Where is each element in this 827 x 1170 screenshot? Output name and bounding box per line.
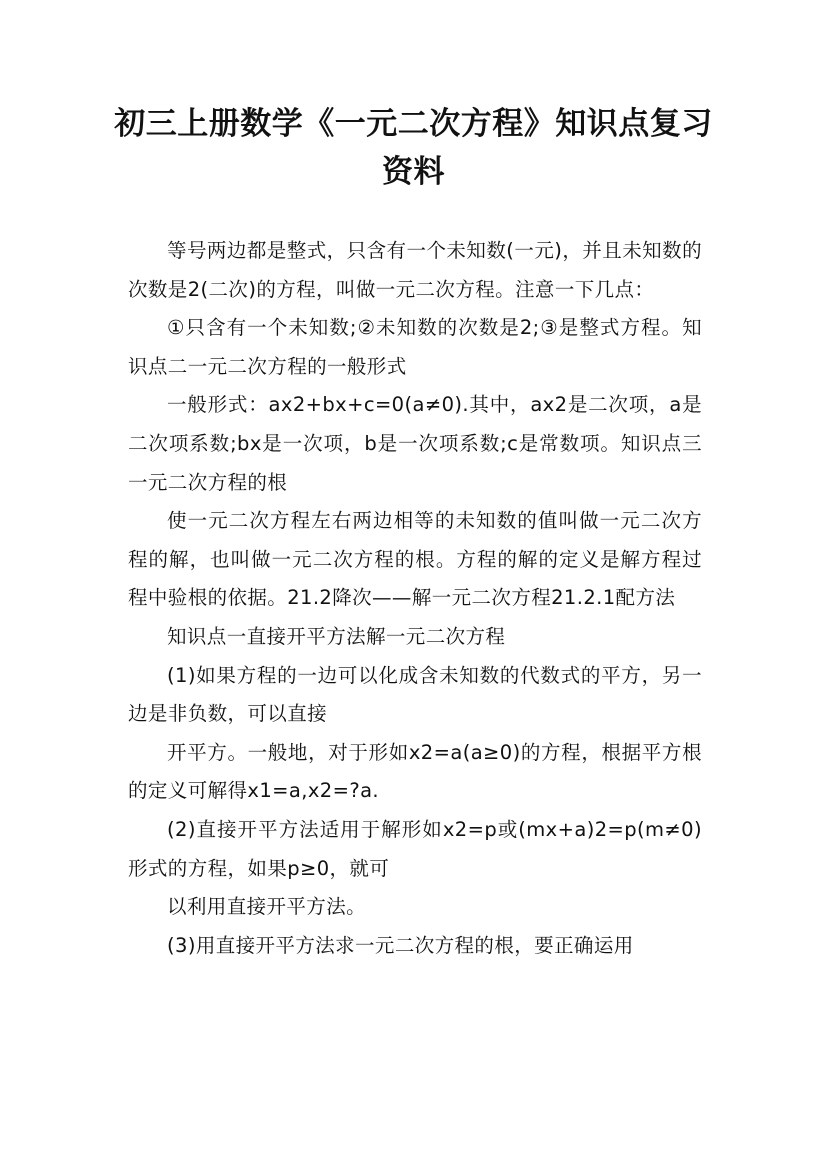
document-title: 初三上册数学《一元二次方程》知识点复习资料 xyxy=(114,106,713,190)
paragraph: (1)如果方程的一边可以化成含未知数的代数式的平方，另一边是非负数，可以直接 xyxy=(128,663,702,726)
paragraph: (3)用直接开平方法求一元二次方程的根，要正确运用 xyxy=(167,933,634,957)
paragraph: 等号两边都是整式，只含有一个未知数(一元)，并且未知数的次数是2(二次)的方程，叫做一元二次方程。注意一下几点： xyxy=(128,239,702,301)
paragraph: 一般形式：ax2+bx+c=0(a≠0).其中，ax2是二次项，a是二次项系数;bx是一次项，b是一次项系数;c是常数项。知识点三一元二次方程的根 xyxy=(128,393,702,494)
paragraph: ①只含有一个未知数;②未知数的次数是2;③是整式方程。知识点二一元二次方程的一般形式 xyxy=(128,316,702,378)
paragraph: 开平方。一般地，对于形如x2=a(a≥0)的方程，根据平方根的定义可解得x1=a,x2=?a. xyxy=(128,740,702,803)
document-body xyxy=(128,232,702,965)
paragraph: 知识点一直接开平方法解一元二次方程 xyxy=(167,624,506,648)
paragraph: 使一元二次方程左右两边相等的未知数的值叫做一元二次方程的解，也叫做一元二次方程的根。方程的解的定义是解方程过程中验根的依据。21.2降次——解一元二次方程21.2.1配方法 xyxy=(128,509,702,610)
paragraph: 以利用直接开平方法。 xyxy=(167,895,367,919)
paragraph: (2)直接开平方法适用于解形如x2=p或(mx+a)2=p(m≠0)形式的方程，如果p≥0，就可 xyxy=(128,817,702,880)
